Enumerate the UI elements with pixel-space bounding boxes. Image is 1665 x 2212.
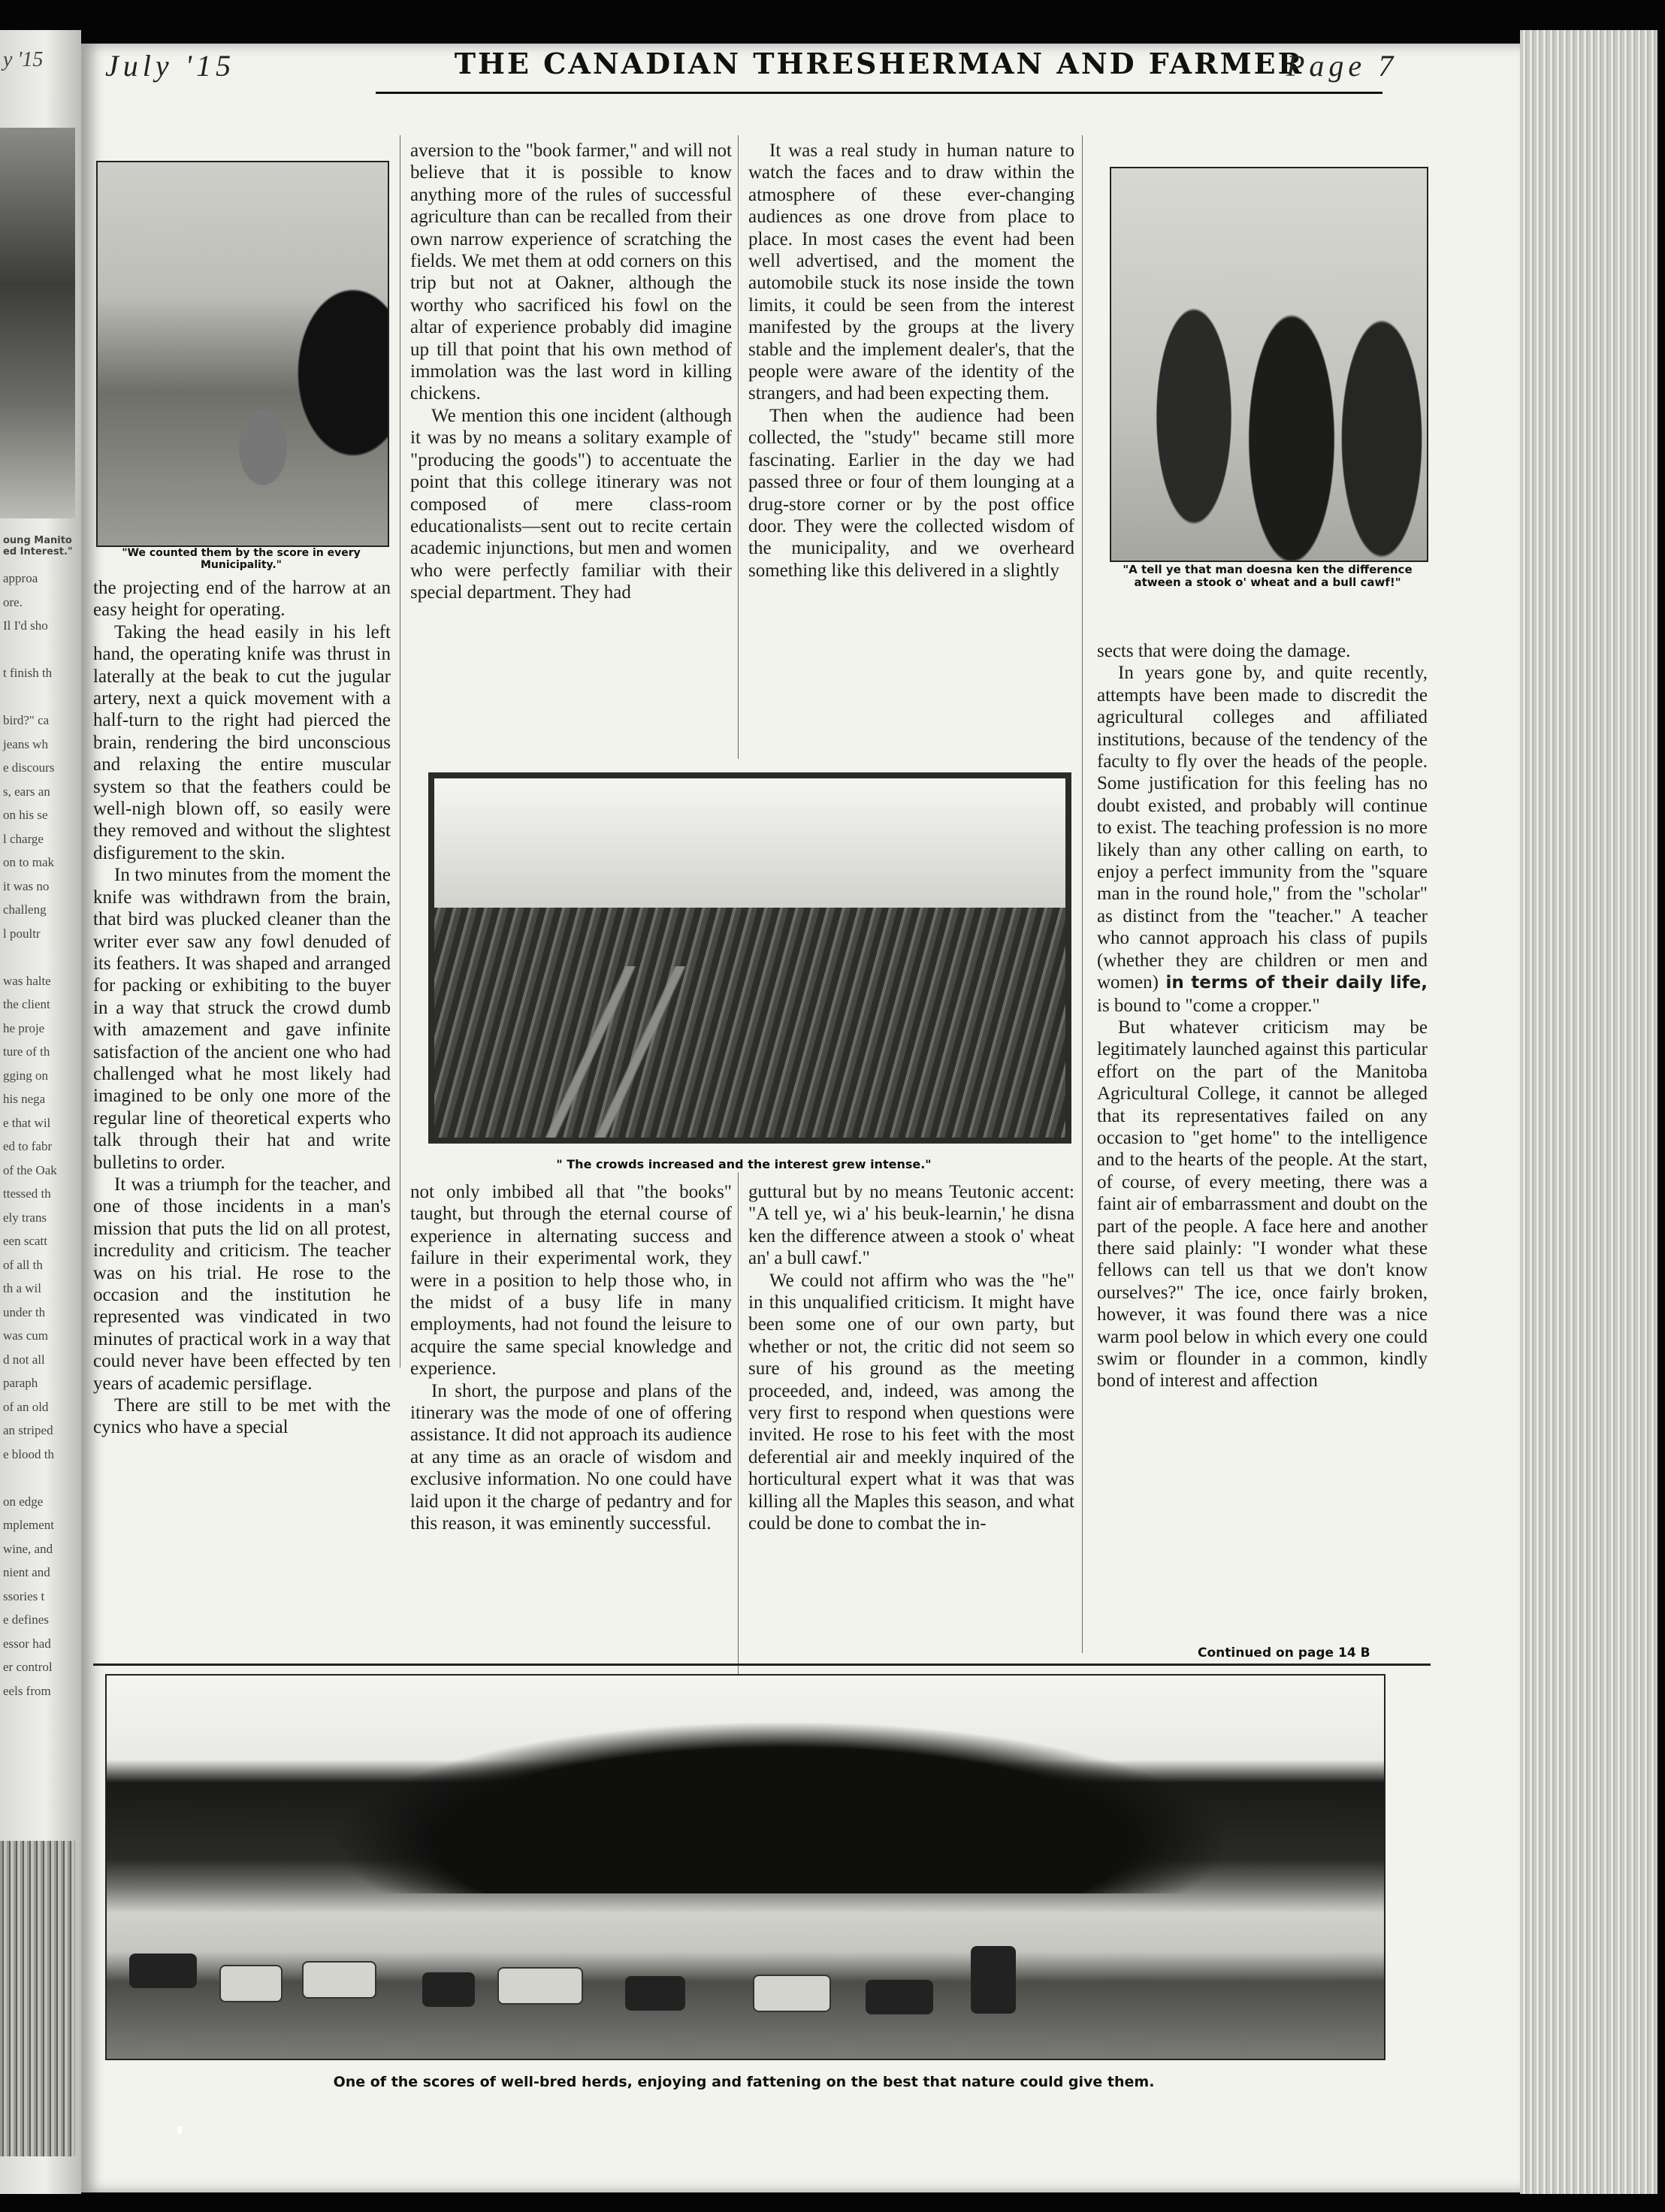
left-spill-line: er control [3, 1660, 53, 1674]
horse-and-rider [971, 1946, 1016, 2014]
cow [866, 1980, 933, 2014]
left-spill-photo-bottom [0, 1841, 75, 2156]
cow [497, 1967, 583, 2005]
cow [219, 1965, 283, 2002]
column-rule-3 [1082, 135, 1083, 1653]
col3b-para-2: We could not affirm who was the "he" in this unqualified criticism. It might have been some one of our own party, but whether or not, the critic did not seem so sure of his ground as the meeting proceeded, and, indeed, was among the very first to respond when questions were invited. He rose to his feet with the most deferential air and meekly inquired of the horticultural expert what it was that was killing all the Maples this season, and what could be done to combat the in- [748, 1270, 1074, 1534]
page-number: Page 7 [1286, 49, 1398, 83]
book-page-edges [1520, 30, 1657, 2194]
left-spill-line: challeng [3, 902, 47, 917]
left-spill-line: of the Oak [3, 1162, 57, 1177]
article-column-3-bottom [748, 1181, 1074, 1535]
crowd-photo [428, 772, 1071, 1144]
cow [753, 1975, 831, 2012]
col3-para-2: Then when the audience had been collected, the "study" became still more fascinating. Earlier in the day we had passed three or four of them lounging at a drug-store corner or by the post office door. They were the collected wisdom of the municipality, and we overheard something like this delivered in a slightly [748, 405, 1074, 581]
left-spill-line: was halte [3, 973, 51, 988]
page-speck [177, 2126, 182, 2134]
left-spill-line: essor had [3, 1636, 51, 1651]
col4-bold-phrase: in terms of their daily life, [1158, 973, 1428, 993]
col1-para-4: It was a triumph for the teacher, and one of those incidents in a man's mission that puts the lid on all protest, incredulity and criticism. The teacher was on his trial. He rose to the occasion and the institution he represented was vindicated in two minutes of practical work in a way that could never have been effected by ten years of academic persiflage. [93, 1174, 391, 1394]
left-spill-line: l poultr [3, 926, 41, 941]
left-spill-line: was cum [3, 1328, 48, 1343]
herd-photo-caption: One of the scores of well-bred herds, enjoying and fattening on the best that nature could give them. [333, 2074, 1155, 2090]
article-column-3-top [748, 140, 1074, 582]
left-spill-line: on edge [3, 1494, 44, 1509]
left-spill-line: een scatt [3, 1234, 47, 1248]
column-rule-2 [738, 135, 739, 759]
left-spill-line: ture of th [3, 1044, 50, 1059]
left-spill-line: it was no [3, 878, 50, 893]
article-column-4 [1097, 640, 1428, 1392]
left-spill-line: th a wil [3, 1281, 41, 1295]
left-spill-line: wine, and [3, 1541, 53, 1556]
cow [625, 1976, 685, 2011]
left-page-spill [0, 30, 81, 2194]
left-spill-line: Il I'd sho [3, 618, 48, 633]
masthead-title: THE CANADIAN THRESHERMAN AND FARMER [376, 47, 1382, 94]
left-spill-line: t finish th [3, 666, 53, 680]
railway-track [524, 966, 690, 1144]
left-spill-line: e defines [3, 1612, 49, 1627]
column-rule-2b [738, 1172, 739, 1676]
men-photo-caption: "A tell ye that man doesna ken the difference atween a stook o' wheat and a bull cawf!" [1123, 563, 1413, 589]
col2b-para-1: not only imbibed all that "the books" taught, but through the eternal course of experience in alternating success and failure in their experimental work, they were in a position to help those who, in the midst of a busy life in many employments, had not found the leisure to acquire the same special knowledge and experience. [410, 1182, 732, 1379]
col2-para-2: We mention this one incident (although it was by no means a solitary example of "producing the goods") to accentuate the point that this college itinerary was not composed of mere class-room educationalists—sent out to recite certain academic injunctions, but men and women who were perfectly familiar with their special department. They had [410, 405, 732, 603]
left-spill-line: on to mak [3, 855, 54, 869]
left-spill-photo [0, 128, 75, 518]
left-spill-line: of an old [3, 1399, 49, 1414]
left-spill-line: bird?" ca [3, 713, 50, 727]
left-spill-line: s, ears an [3, 784, 50, 799]
left-spill-line: ttessed th [3, 1186, 51, 1201]
left-spill-line: an striped [3, 1423, 53, 1437]
left-spill-line: paraph [3, 1376, 38, 1390]
left-spill-line: his nega [3, 1092, 46, 1106]
crowd-photo-sky [434, 778, 1065, 908]
article-column-2-top [410, 140, 732, 604]
left-spill-line: eels from [3, 1683, 51, 1698]
left-spill-line: e that wil [3, 1115, 51, 1130]
left-spill-line: e blood th [3, 1446, 54, 1461]
article-column-2-bottom [410, 1181, 732, 1535]
horse-photo-caption: "We counted them by the score in every Municipality." [122, 547, 361, 571]
left-spill-caption: oung Manito ed Interest." [3, 535, 73, 558]
cow [422, 1972, 475, 2007]
cow [302, 1961, 376, 1999]
cattle-herd-photo [105, 1674, 1385, 2060]
left-spill-line: ely trans [3, 1210, 47, 1225]
left-spill-line: he proje [3, 1020, 45, 1035]
col1-para-5: There are still to be met with the cynics who have a special [93, 1395, 391, 1438]
left-spill-line: approa [3, 571, 38, 585]
col1-para-2: Taking the head easily in his left hand, the operating knife was thrust in laterally at the beak to cut the jugular artery, next a quick movement with a half-turn to the right had pierced the brain, rendering the bird unconscious and relaxing the entire muscular system so that the feathers could be well-nigh blown off, so easily were they removed and without the slightest disfigurement to the skin. [93, 621, 391, 863]
left-spill-line: e discours [3, 760, 55, 775]
left-spill-line: d not all [3, 1352, 45, 1367]
left-spill-line: nient and [3, 1565, 50, 1579]
left-spill-line: the client [3, 997, 50, 1011]
left-spill-line: under th [3, 1304, 46, 1319]
col2-para-1: aversion to the "book farmer," and will not believe that it is possible to know anything more of the rules of successful agriculture than can be recalled from their own narrow experience of scratching the fields. We met them at odd corners on this trip but not at Oakner, although the worthy who sacrificed his fowl on the altar of experience probably did imagine up till that point that his own method of immolation was the last word in killing chickens. [410, 141, 732, 404]
left-spill-line: mplement [3, 1518, 54, 1532]
left-spill-line: ssories t [3, 1588, 45, 1603]
left-spill-line: l charge [3, 831, 44, 846]
left-spill-line: gging on [3, 1068, 48, 1083]
left-spill-line: ore. [3, 594, 23, 609]
col1-para-1: the projecting end of the harrow at an easy height for operating. [93, 578, 391, 621]
left-spill-line: on his se [3, 808, 48, 822]
continued-notice: Continued on page 14 B [1198, 1645, 1370, 1661]
col1-para-3: In two minutes from the moment the knife was withdrawn from the brain, that bird was plucked cleaner than the writer ever saw any fowl denuded of its feathers. It was shaped and arranged for packing or exhibiting to the buyer in a way that struck the crowd dumb with amazement and gave infinite satisfaction of the ancient one who had challenged what he most likely had imagined to be only one more of the regular line of theoretical experts who talk through their hat and write bulletins to order. [93, 865, 391, 1173]
col4-para-1: sects that were doing the damage. [1097, 641, 1351, 661]
col4-para-2 [1097, 662, 1428, 1017]
crowd-photo-caption: " The crowds increased and the interest grew intense." [556, 1157, 932, 1171]
col2b-para-2: In short, the purpose and plans of the itinerary was the mode of one of offering assistance. It did not approach its audience at any time as an oracle of wisdom and exclusive information. No one could have laid upon it the charge of pedantry and for this reason, it was eminently successful. [410, 1380, 732, 1534]
col4-para-3: But whatever criticism may be legitimately launched against this particular effort on the part of the Manitoba Agricultural College, it cannot be alleged that its representatives failed on any occasion to "get home" to the intelligence and to the hearts of the people. At the start, of course, of every meeting, there was a faint air of embarrassment and doubt on the part of the people. A face here and another there said plainly: "I wonder what these fellows can tell us that we don't know ourselves?" The ice, once fairly broken, however, it was found there was a nice warm pool below in which every one could swim or flounder in a common, kindly bond of interest and affection [1097, 1017, 1428, 1392]
section-rule [93, 1664, 1431, 1666]
col4-para-2-end: is bound to "come a cropper." [1097, 995, 1320, 1016]
col4-para-2-text: In years gone by, and quite recently, attempts have been made to discredit the agricultural colleges and affiliated institutions, because of the tendency of the faculty to fly over the heads of the people. Some justification for this feeling has no doubt existed, and probably will continue to exist. The teaching profession is no more likely than any other calling on earth, to enjoy a perfect immunity from the "square man in the round hole," from the "scholar" as distinct from the "teacher." A teacher who cannot approach his class of pupils (whether they are children or men and women) [1097, 663, 1428, 993]
three-men-photo [1110, 167, 1428, 562]
cow [129, 1954, 197, 1988]
header-date: July '15 [105, 49, 236, 83]
col3b-para-1: guttural but by no means Teutonic accent: "A tell ye, wi a' his beuk-learnin,' he disna ken the difference atween a stook o' wheat an' a bull cawf." [748, 1182, 1074, 1269]
left-spill-line: jeans wh [3, 736, 48, 751]
tree-line [332, 1721, 1234, 1893]
article-column-1 [93, 577, 391, 1439]
left-spill-header: y '15 [3, 48, 44, 71]
left-spill-line: ed to fabr [3, 1139, 53, 1153]
left-spill-line: of all th [3, 1257, 43, 1272]
col3-para-1: It was a real study in human nature to watch the faces and to draw within the atmosphere of these ever-changing audiences as one drove from place to place. In most cases the event had been well advertised, and the moment the automobile stuck its nose inside the town limits, it could be seen from the interest manifested by the groups at the livery stable and the implement dealer's, that the people were aware of the identity of the strangers, and had been expecting them. [748, 141, 1074, 404]
horse-foal-photo [96, 161, 389, 547]
